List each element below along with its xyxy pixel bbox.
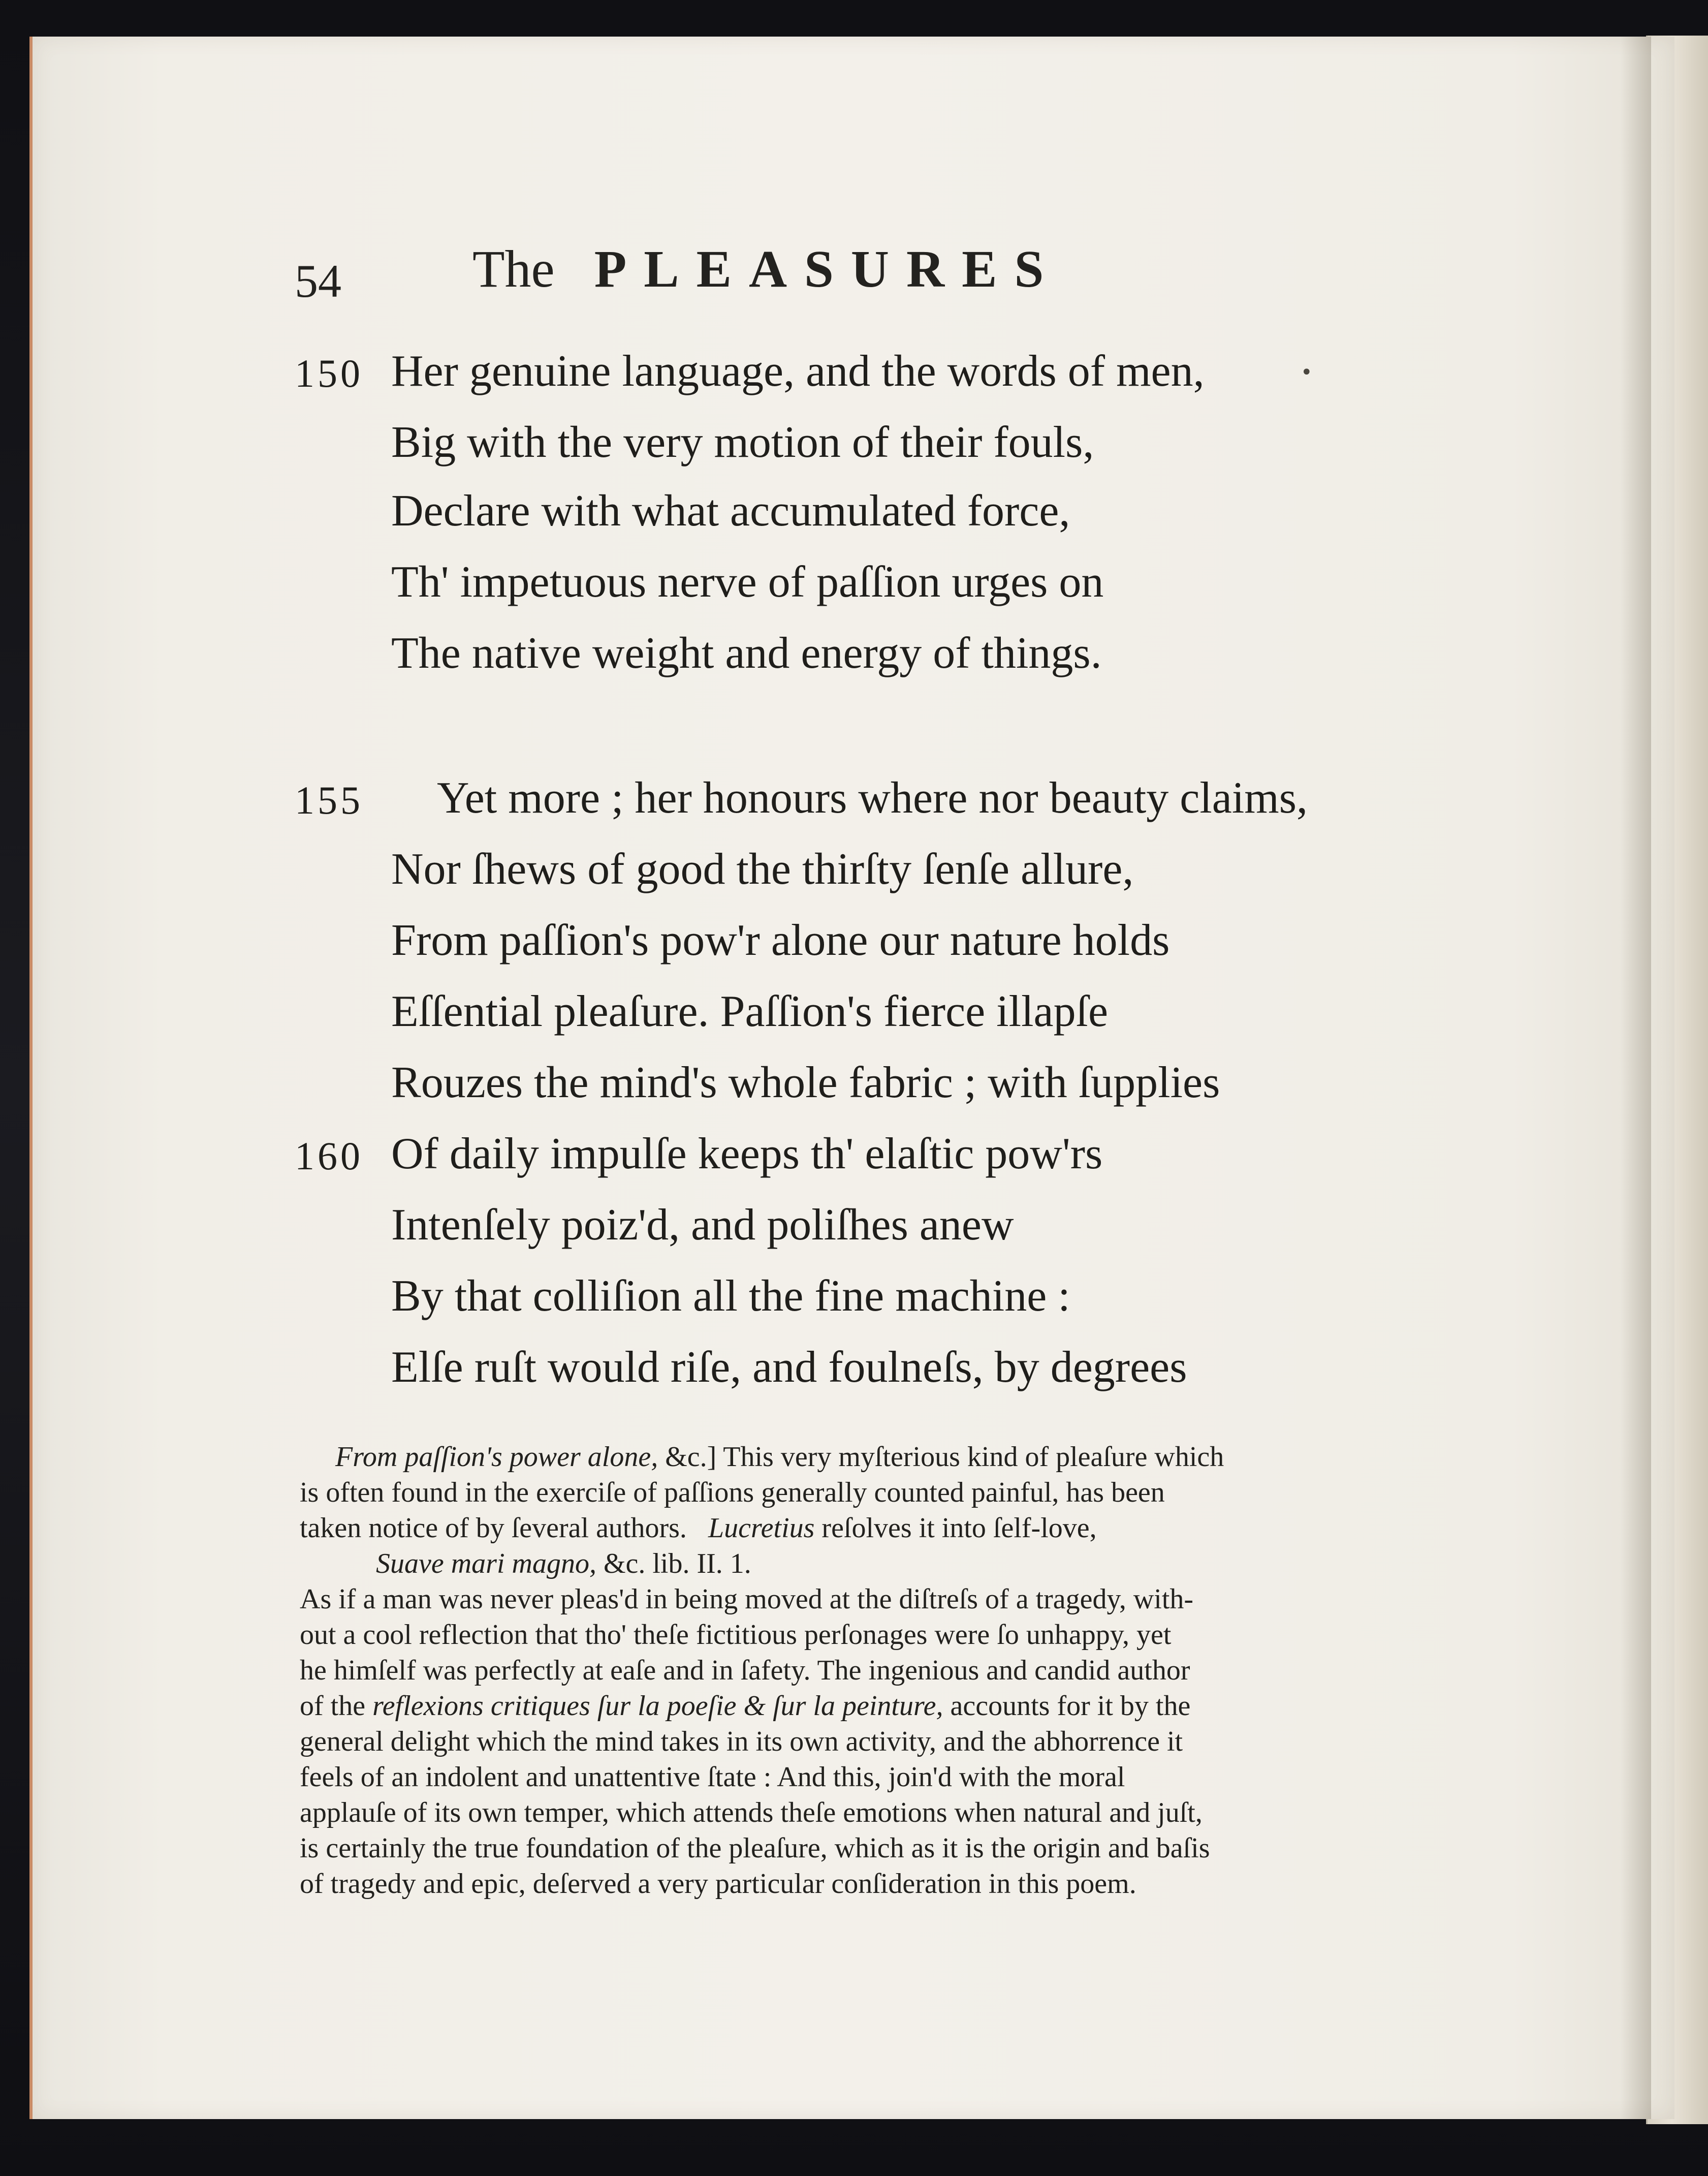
running-title [472, 239, 1061, 299]
footnote-quotation [376, 1547, 751, 1580]
footnote-lemma: From paſſion's power alone, [335, 1441, 658, 1473]
line-number-150: 150 [295, 351, 363, 395]
verse-line: Of daily impulſe keeps th' elaſtic pow'rs [391, 1129, 1103, 1178]
verse-line: Yet more ; her honours where nor beauty claims, [437, 773, 1308, 823]
footnote-line: of tragedy and epic, deſerved a very particular conſideration in this poem. [300, 1868, 1136, 1900]
line-number-155: 155 [295, 778, 363, 822]
verse-line: Eſſential pleaſure. Paſſion's fierce illapſe [391, 987, 1109, 1036]
footnote-latin: Suave mari magno, [376, 1548, 596, 1579]
footnote-line: is certainly the true foundation of the pleaſure, which as it is the origin and baſis [300, 1832, 1210, 1864]
verse-line: Intenſely poiz'd, and poliſhes anew [391, 1200, 1014, 1250]
footnote-line: out a cool reflection that tho' theſe fictitious perſonages were ſo unhappy, yet [300, 1619, 1172, 1651]
footnote-text: of the [300, 1690, 366, 1722]
footnote-author: Lucretius [708, 1512, 815, 1544]
footnote-title: reflexions critiques ſur la poeſie & ſur la peinture, [372, 1690, 943, 1722]
verse-line: Declare with what accumulated force, [391, 486, 1070, 536]
verse-line: Nor ſhews of good the thirſty ſenſe allure, [391, 845, 1134, 894]
footnote-text: reſolves it into ſelf-love, [821, 1512, 1097, 1544]
footnote-line: general delight which the mind takes in its own activity, and the abhorrence it [300, 1726, 1183, 1757]
footnote-line: he himſelf was perfectly at eaſe and in ſafety. The ingenious and candid author [300, 1655, 1190, 1686]
verse-line: Th' impetuous nerve of paſſion urges on [391, 557, 1104, 607]
footnote-line: is often found in the exerciſe of paſſions generally counted painful, has been [300, 1477, 1165, 1508]
footnote-text: accounts for it by the [950, 1690, 1191, 1722]
verse-line: From paſſion's pow'r alone our nature holds [391, 916, 1170, 965]
running-title-caps: PLEASURES [594, 240, 1061, 298]
footnote-line: applauſe of its own temper, which attends theſe emotions when natural and juſt, [300, 1797, 1203, 1828]
verse-line: By that colliſion all the fine machine : [391, 1271, 1070, 1321]
verse-line: Big with the very motion of their fouls, [391, 418, 1094, 467]
printer-mark: • [1301, 361, 1313, 384]
gutter-shadow [1621, 37, 1651, 2119]
verse-line: Her genuine language, and the words of men, [391, 347, 1205, 396]
running-title-lead: The [472, 240, 555, 298]
footnote-text: &c. lib. II. 1. [603, 1548, 751, 1579]
footnote-line: feels of an indolent and unattentive ſtate : And this, join'd with the moral [300, 1761, 1125, 1793]
page-number: 54 [295, 255, 341, 307]
verse-line: Elſe ruſt would riſe, and foulneſs, by degrees [391, 1343, 1187, 1392]
line-number-160: 160 [295, 1134, 363, 1178]
footnote-line: As if a man was never pleas'd in being moved at the diſtreſs of a tragedy, with- [300, 1583, 1194, 1615]
footnote-line-9 [300, 1690, 1190, 1722]
footnote-text: &c.] This very myſterious kind of pleaſure which [658, 1441, 1224, 1473]
footnote-text: taken notice of by ſeveral authors. [300, 1512, 687, 1544]
verse-line: The native weight and energy of things. [391, 629, 1102, 678]
verse-line: Rouzes the mind's whole fabric ; with ſupplies [391, 1058, 1220, 1107]
footnote-line-1 [335, 1441, 1224, 1473]
footnote-line-3 [300, 1512, 1097, 1544]
